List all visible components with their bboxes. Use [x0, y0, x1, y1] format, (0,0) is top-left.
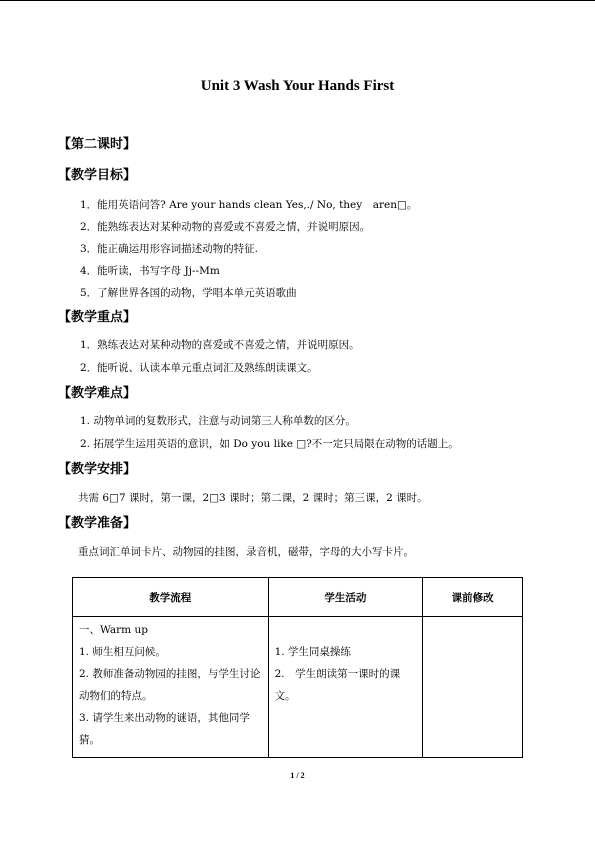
column-header-revision: 课前修改 — [423, 578, 523, 617]
difficult-point-item: 1. 动物单词的复数形式，注意与动词第三人称单数的区分。 — [80, 415, 356, 427]
flow-line: 一、Warm up — [79, 624, 148, 636]
preparation-text: 重点词汇单词卡片、动物园的挂图，录音机，磁带，字母的大小写卡片。 — [78, 546, 414, 558]
flow-line: 2. 教师准备动物园的挂图，与学生讨论动物们的特点。 — [79, 668, 261, 702]
column-header-flow: 教学流程 — [73, 578, 269, 617]
top-rule — [0, 0, 595, 1]
difficult-point-item: 2. 拓展学生运用英语的意识，如 Do you like □?不一定只局限在动物的话题上。 — [80, 438, 459, 450]
goal-item: 2．能熟练表达对某种动物的喜爱或不喜爱之情，并说明原因。 — [80, 221, 371, 233]
difficult-points-heading: 【教学难点】 — [58, 386, 137, 401]
period-heading: 【第二课时】 — [58, 137, 137, 152]
goals-heading: 【教学目标】 — [58, 168, 137, 183]
column-header-student-activity: 学生活动 — [268, 578, 423, 617]
table-header-row — [73, 578, 523, 617]
goal-item: 4．能听读，书写字母 Jj--Mm — [80, 265, 220, 277]
preparation-heading: 【教学准备】 — [58, 516, 137, 531]
lesson-flow-table — [72, 577, 523, 758]
student-activity-line: 2. 学生朗读第一课时的课文。 — [274, 668, 401, 702]
student-activity-cell — [268, 617, 423, 758]
key-points-heading: 【教学重点】 — [58, 310, 137, 325]
key-point-item: 1．熟练表达对某种动物的喜爱或不喜爱之情，并说明原因。 — [80, 339, 360, 351]
page-title: Unit 3 Wash Your Hands First — [200, 78, 395, 94]
arrangement-heading: 【教学安排】 — [58, 462, 137, 477]
flow-line: 3. 请学生来出动物的谜语，其他同学猜。 — [79, 712, 250, 746]
goal-item: 1．能用英语问答? Are your hands clean Yes,./ No, they aren□。 — [80, 199, 418, 211]
flow-cell — [73, 617, 269, 758]
key-point-item: 2．能听说、认读本单元重点词汇及熟练朗读课文。 — [80, 362, 318, 374]
goal-item: 5．了解世界各国的动物，学唱本单元英语歌曲 — [80, 287, 297, 299]
arrangement-text: 共需 6□7 课时，第一课，2□3 课时；第二课，2 课时；第三课，2 课时。 — [78, 492, 428, 504]
goal-item: 3．能正确运用形容词描述动物的特征. — [80, 243, 259, 255]
student-activity-line: 1. 学生同桌操练 — [274, 646, 351, 658]
revision-cell — [423, 617, 523, 758]
flow-line: 1. 师生相互问候。 — [79, 646, 166, 658]
table-row — [73, 617, 523, 758]
page-number: 1 / 2 — [290, 771, 305, 780]
